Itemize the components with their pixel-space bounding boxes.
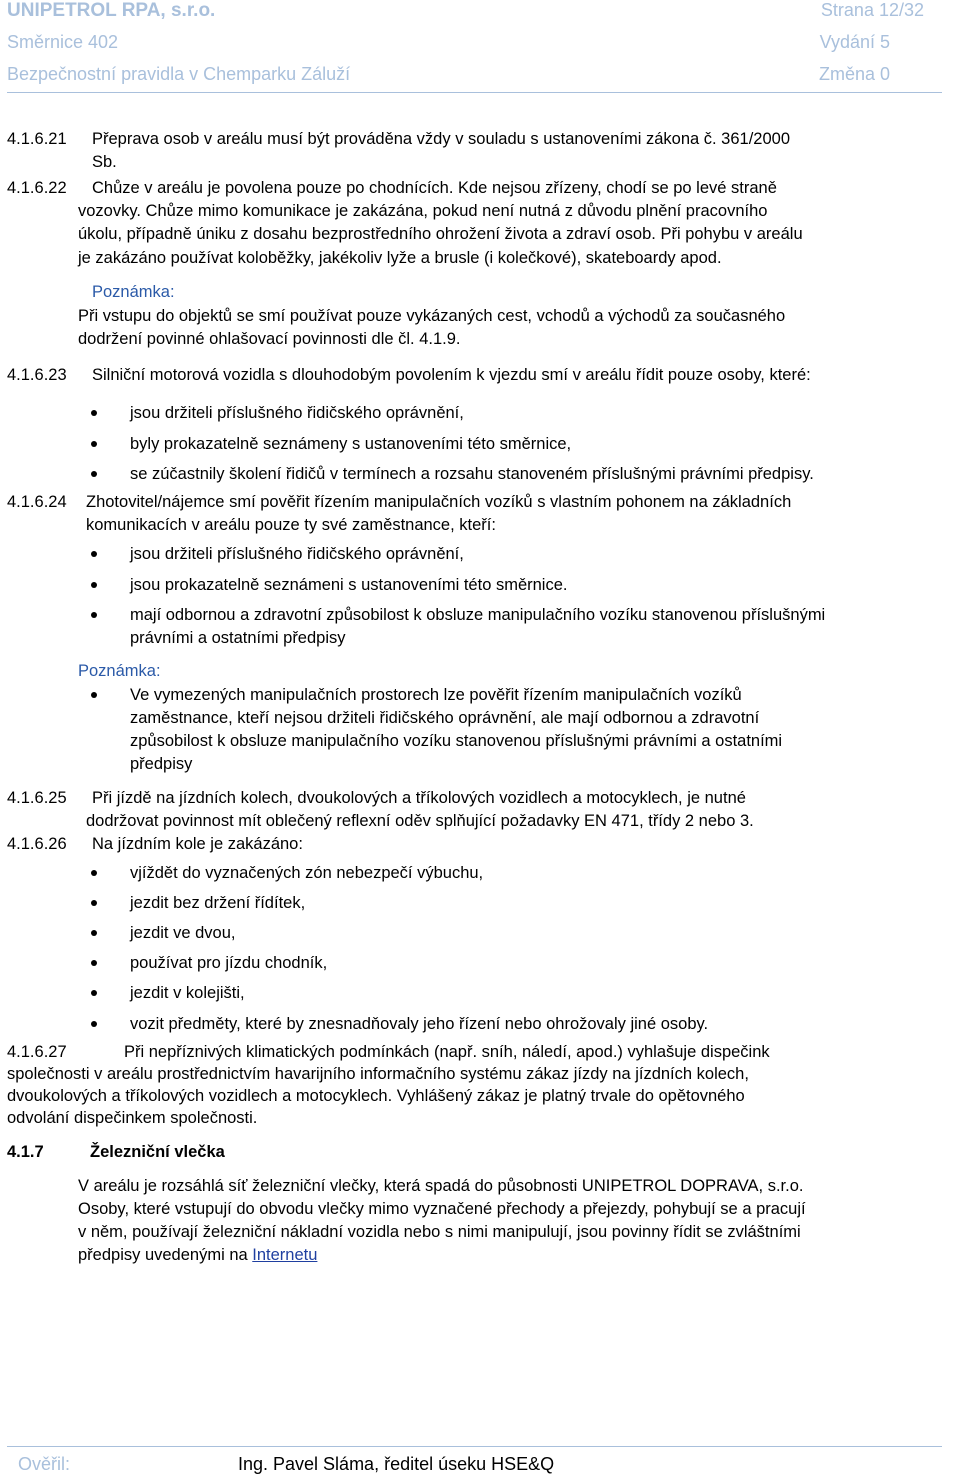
- bullet-icon: [91, 930, 97, 936]
- section-27-line-1: Při nepříznivých klimatických podmínkách (např. sníh, náledí, apod.) vyhlašuje dispečink: [124, 1043, 770, 1061]
- section-7-line-2: Osoby, které vstupují do obvodu vlečky mimo vyznačené přechody a přejezdy, pohybují se a pracují: [78, 1200, 806, 1218]
- change-number: Změna 0: [818, 64, 890, 84]
- section-number-27: 4.1.6.27: [7, 1043, 67, 1061]
- section-7-line-4-text: předpisy uvedenými na: [78, 1246, 253, 1264]
- section-22-line-3: úkolu, případně úniku z dosahu bezprostředního ohrožení života a zdraví osob. Při pohybu v areálu: [78, 225, 803, 243]
- footer-verified-label: Ověřil:: [18, 1454, 71, 1474]
- header-divider: [7, 92, 942, 93]
- section-24-line-1: Zhotovitel/nájemce smí pověřit řízením manipulačních vozíků s vlastním pohonem na základních: [86, 493, 792, 511]
- directive-number: Směrnice 402: [7, 32, 119, 52]
- section-24-bullet-3-line-1: mají odbornou a zdravotní způsobilost k obsluze manipulačního vozíku stanovenou příslušnými: [130, 606, 826, 624]
- section-24-line-2: komunikacích v areálu pouze ty své zaměstnance, kteří:: [86, 516, 496, 534]
- bullet-icon: [91, 410, 97, 416]
- bullet-icon: [91, 582, 97, 588]
- edition-number: Vydání 5: [819, 32, 890, 52]
- bullet-icon: [91, 441, 97, 447]
- internet-link[interactable]: Internetu: [252, 1246, 318, 1264]
- header-row-title: [0, 64, 942, 92]
- section-number-24: 4.1.6.24: [7, 493, 67, 511]
- section-number-22: 4.1.6.22: [7, 179, 67, 197]
- section-26-bullet-5: jezdit v kolejišti,: [130, 984, 245, 1002]
- section-7-line-3: v něm, používají železniční nákladní vozidla nebo s nimi manipulují, jsou povinny řídit se zvláštními: [78, 1223, 801, 1241]
- bullet-icon: [91, 990, 97, 996]
- section-22-line-1: Chůze v areálu je povolena pouze po chodnících. Kde nejsou zřízeny, chodí se po levé straně: [92, 179, 777, 197]
- bullet-icon: [91, 1021, 97, 1027]
- section-23-line-1: Silniční motorová vozidla s dlouhodobým povolením k vjezdu smí v areálu řídit pouze osoby, které:: [92, 366, 811, 384]
- section-26-bullet-4: používat pro jízdu chodník,: [130, 954, 328, 972]
- document-title: Bezpečnostní pravidla v Chemparku Záluží: [7, 64, 351, 84]
- section-27-line-2: společnosti v areálu prostřednictvím havarijního informačního systému zákaz jízdy na jízdních kolech,: [7, 1065, 749, 1083]
- section-24-bullet-2: jsou prokazatelně seznámeni s ustanoveními této směrnice.: [130, 576, 568, 594]
- section-25-line-1: Při jízdě na jízdních kolech, dvoukolových a tříkolových vozidlech a motocyklech, je nutné: [92, 789, 746, 807]
- section-26-bullet-2: jezdit bez držení řídítek,: [130, 894, 306, 912]
- section-23-bullet-1: jsou držiteli příslušného řidičského oprávnění,: [130, 404, 464, 422]
- section-24-note-line-1: Ve vymezených manipulačních prostorech lze pověřit řízením manipulačních vozíků: [130, 686, 742, 704]
- section-7-line-1: V areálu je rozsáhlá síť železniční vlečky, která spadá do působnosti UNIPETROL DOPRAVA, s.r.o.: [78, 1177, 804, 1195]
- section-24-note-label: Poznámka:: [78, 662, 161, 680]
- section-26-bullet-6: vozit předměty, které by znesnadňovaly jeho řízení nebo ohrožovaly jiné osoby.: [130, 1015, 709, 1033]
- bullet-icon: [91, 870, 97, 876]
- section-26-line-1: Na jízdním kole je zakázáno:: [92, 835, 303, 853]
- section-7-line-4: [78, 1244, 317, 1266]
- section-22-note-label: Poznámka:: [92, 283, 175, 301]
- bullet-icon: [91, 551, 97, 557]
- section-22-line-4: je zakázáno používat koloběžky, jakékoliv lyže a brusle (i kolečkové), skateboardy apod.: [78, 249, 722, 267]
- section-25-line-2: dodržovat povinnost mít oblečený reflexní oděv splňující požadavky EN 471, třídy 2 nebo 3.: [86, 812, 754, 830]
- section-26-bullet-3: jezdit ve dvou,: [130, 924, 236, 942]
- section-22-note-line-2: dodržení povinné ohlašovací povinnosti dle čl. 4.1.9.: [78, 330, 461, 348]
- section-24-note-line-4: předpisy: [130, 755, 193, 773]
- section-23-bullet-2: byly prokazatelně seznámeny s ustanoveními této směrnice,: [130, 435, 572, 453]
- footer-verifier-name: Ing. Pavel Sláma, ředitel úseku HSE&Q: [238, 1454, 555, 1474]
- section-24-bullet-1: jsou držiteli příslušného řidičského oprávnění,: [130, 545, 464, 563]
- section-24-note-line-2: zaměstnance, kteří nejsou držiteli řidičského oprávnění, ale mají odbornou a zdravotní: [130, 709, 760, 727]
- section-27-line-3: dvoukolových a tříkolových vozidlech a motocyklech. Vyhlášený zákaz je platný trvale do opětovného: [7, 1087, 745, 1105]
- bullet-icon: [91, 900, 97, 906]
- section-22-note-line-1: Při vstupu do objektů se smí používat pouze vykázaných cest, vchodů a východů za současného: [78, 307, 786, 325]
- section-23-bullet-3: se zúčastnily školení řidičů v termínech a rozsahu stanoveném příslušnými právními předpisy.: [130, 465, 814, 483]
- section-number-23: 4.1.6.23: [7, 366, 67, 384]
- header-row-company: [0, 0, 942, 28]
- header-row-directive: [0, 32, 942, 60]
- bullet-icon: [91, 471, 97, 477]
- section-24-note-line-3: způsobilost k obsluze manipulačního vozíku stanovenou příslušnými právními a ostatními: [130, 732, 783, 750]
- section-22-line-2: vozovky. Chůze mimo komunikace je zakázána, pokud není nutná z důvodu plnění pracovního: [78, 202, 768, 220]
- section-number-21: 4.1.6.21: [7, 130, 67, 148]
- bullet-icon: [91, 692, 97, 698]
- section-27-line-4: odvolání dispečinkem společnosti.: [7, 1109, 258, 1127]
- section-21-line-1: Přeprava osob v areálu musí být prováděna vždy v souladu s ustanoveními zákona č. 361/2000: [92, 130, 790, 148]
- section-heading-railway: Železniční vlečka: [90, 1143, 225, 1161]
- section-number-25: 4.1.6.25: [7, 789, 67, 807]
- bullet-icon: [91, 960, 97, 966]
- section-21-line-2: Sb.: [92, 153, 117, 171]
- page-number: Strana 12/32: [820, 0, 924, 20]
- company-name: UNIPETROL RPA, s.r.o.: [7, 0, 216, 21]
- section-26-bullet-1: vjíždět do vyznačených zón nebezpečí výbuchu,: [130, 864, 484, 882]
- bullet-icon: [91, 612, 97, 618]
- footer-divider: [7, 1446, 942, 1447]
- section-24-bullet-3-line-2: právními a ostatními předpisy: [130, 629, 346, 647]
- section-number-4-1-7: 4.1.7: [7, 1143, 44, 1161]
- section-number-26: 4.1.6.26: [7, 835, 67, 853]
